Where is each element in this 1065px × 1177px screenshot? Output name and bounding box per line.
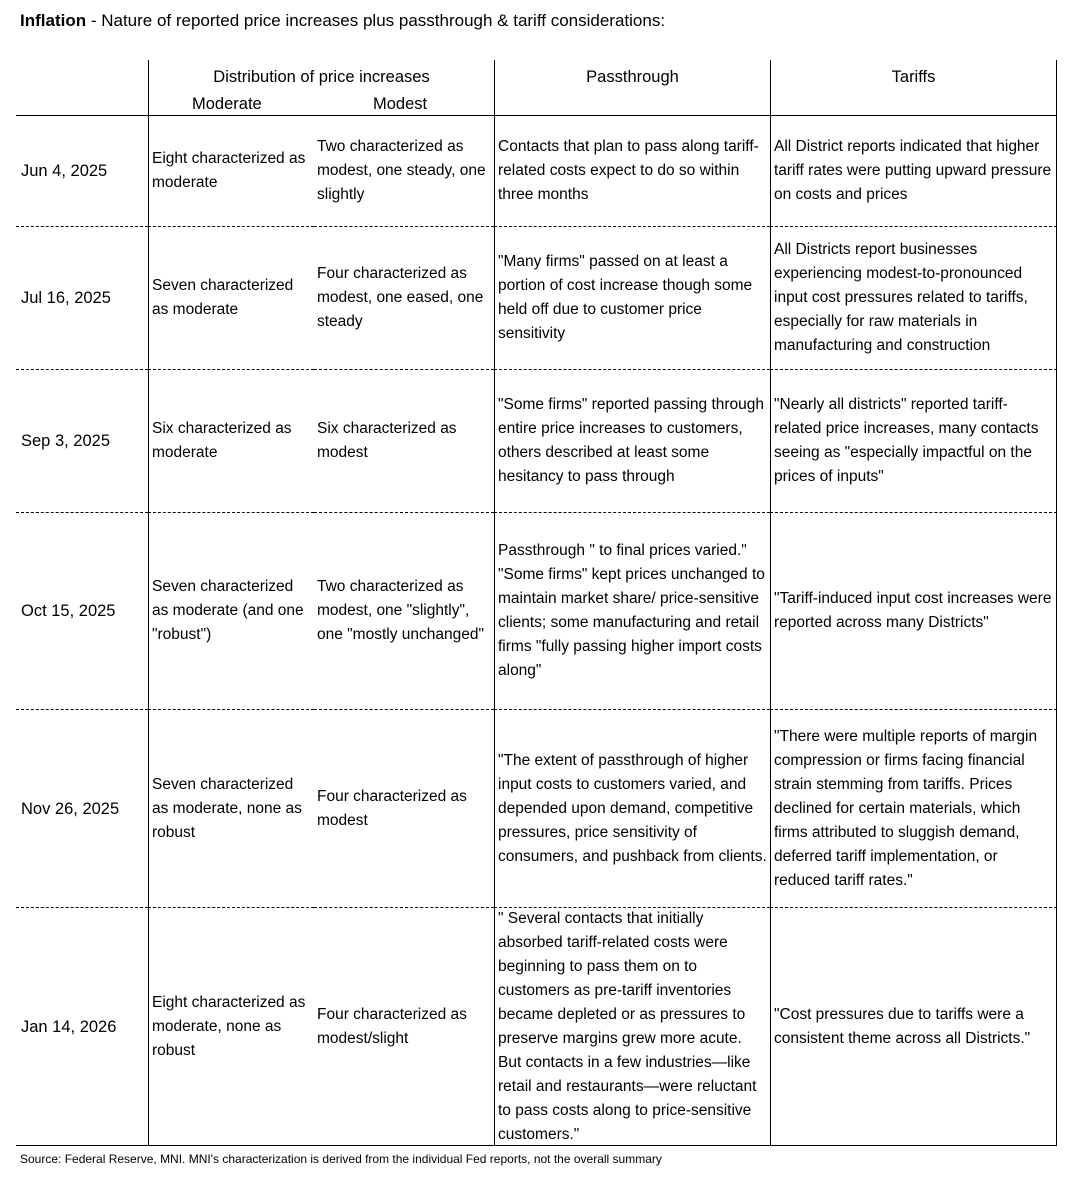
row-modest (314, 710, 494, 908)
row-tariffs (770, 908, 1057, 1146)
passthrough-text: " Several contacts that initially absorbed tariff-related costs were beginning to pass them on to customers as pre-tariff inventories became depleted or as pressures to preserve margins grew more acute. But contacts in a few industries—like retail and restaurants—were reluctant to pass costs along to price-sensitive customers." (498, 909, 757, 1143)
row-modest (314, 513, 494, 710)
passthrough-text: "Some firms" reported passing through entire price increases to customers, others described at least some hesitancy to pass through (498, 396, 765, 485)
date-text: Oct 15, 2025 (21, 602, 116, 620)
moderate-text: Seven characterized as moderate, none as robust (152, 775, 302, 841)
row-tariffs (770, 370, 1057, 513)
row-date (16, 908, 148, 1146)
tariffs-text: "Tariff-induced input cost increases were reported across many Districts" (774, 590, 1052, 631)
row-passthrough (494, 710, 770, 908)
passthrough-text: Passthrough " to final prices varied." "Some firms" kept prices unchanged to maintain market share/ price-sensitive clients; some manufacturing and retail firms "fully passing higher import costs along" (498, 542, 765, 679)
row-modest (314, 227, 494, 370)
row-modest (314, 908, 494, 1146)
title-rest: - Nature of reported price increases plus passthrough & tariff considerations: (86, 11, 666, 30)
row-moderate (148, 710, 314, 908)
row-tariffs (770, 513, 1057, 710)
row-date (16, 227, 148, 370)
passthrough-text: "The extent of passthrough of higher input costs to customers varied, and depended upon demand, competitive pressures, price sensitivity of consumers, and pushback from clients. (498, 751, 767, 865)
header-modest: Modest (373, 95, 428, 113)
row-date (16, 513, 148, 710)
row-date (16, 710, 148, 908)
header-date-blank (16, 60, 148, 116)
row-moderate (148, 227, 314, 370)
row-tariffs (770, 116, 1057, 227)
inflation-table (16, 60, 1057, 1146)
row-passthrough (494, 908, 770, 1146)
modest-text: Six characterized as modest (317, 420, 457, 461)
date-text: Jul 16, 2025 (21, 289, 111, 307)
passthrough-text: "Many firms" passed on at least a portion of cost increase though some held off due to customer price sensitivity (498, 253, 753, 342)
tariffs-text: "Cost pressures due to tariffs were a consistent theme across all Districts." (774, 1005, 1031, 1047)
row-passthrough (494, 227, 770, 370)
page-title (20, 11, 665, 31)
row-date (16, 370, 148, 513)
moderate-text: Six characterized as moderate (152, 420, 292, 461)
row-moderate (148, 513, 314, 710)
passthrough-text: Contacts that plan to pass along tariff-related costs expect to do so within three months (498, 138, 759, 203)
date-text: Jun 4, 2025 (21, 162, 108, 180)
header-distribution-label: Distribution of price increases (213, 68, 430, 86)
row-modest (314, 116, 494, 227)
header-passthrough: Passthrough (494, 60, 770, 116)
tariffs-text: All Districts report businesses experiencing modest-to-pronounced input cost pressures related to tariffs, especially for raw materials in manufacturing and construction (774, 241, 1028, 354)
moderate-text: Eight characterized as moderate (152, 150, 306, 191)
header-moderate: Moderate (192, 95, 262, 113)
modest-text: Four characterized as modest (317, 787, 467, 829)
row-moderate (148, 908, 314, 1146)
date-text: Jan 14, 2026 (21, 1017, 117, 1036)
row-moderate (148, 370, 314, 513)
row-tariffs (770, 710, 1057, 908)
modest-text: Four characterized as modest, one eased, one steady (317, 265, 484, 330)
modest-text: Two characterized as modest, one "slightly", one "mostly unchanged" (317, 578, 484, 643)
row-date (16, 116, 148, 227)
header-distribution (148, 60, 494, 116)
tariffs-text: "Nearly all districts" reported tariff-related price increases, many contacts seeing as "especially impactful on the prices of inputs" (774, 396, 1039, 485)
date-text: Sep 3, 2025 (21, 432, 110, 450)
title-bold: Inflation (20, 11, 87, 30)
row-passthrough (494, 370, 770, 513)
source-note: Source: Federal Reserve, MNI. MNI's characterization is derived from the individual Fed reports, not the overall summary (20, 1152, 662, 1166)
header-tariffs: Tariffs (770, 60, 1057, 116)
modest-text: Two characterized as modest, one steady, one slightly (317, 138, 486, 203)
moderate-text: Seven characterized as moderate (152, 277, 294, 318)
row-passthrough (494, 513, 770, 710)
moderate-text: Seven characterized as moderate (and one "robust") (152, 578, 304, 643)
moderate-text: Eight characterized as moderate, none as robust (152, 993, 306, 1059)
modest-text: Four characterized as modest/slight (317, 1005, 467, 1047)
date-text: Nov 26, 2025 (21, 799, 120, 818)
row-modest (314, 370, 494, 513)
row-tariffs (770, 227, 1057, 370)
tariffs-text: "There were multiple reports of margin compression or firms facing financial strain stemming from tariffs. Prices declined for certain materials, which firms attributed to sluggish demand, deferred tariff implementation, or reduced tariff rates." (774, 727, 1038, 889)
row-moderate (148, 116, 314, 227)
row-passthrough (494, 116, 770, 227)
tariffs-text: All District reports indicated that higher tariff rates were putting upward pressure on costs and prices (774, 138, 1052, 203)
